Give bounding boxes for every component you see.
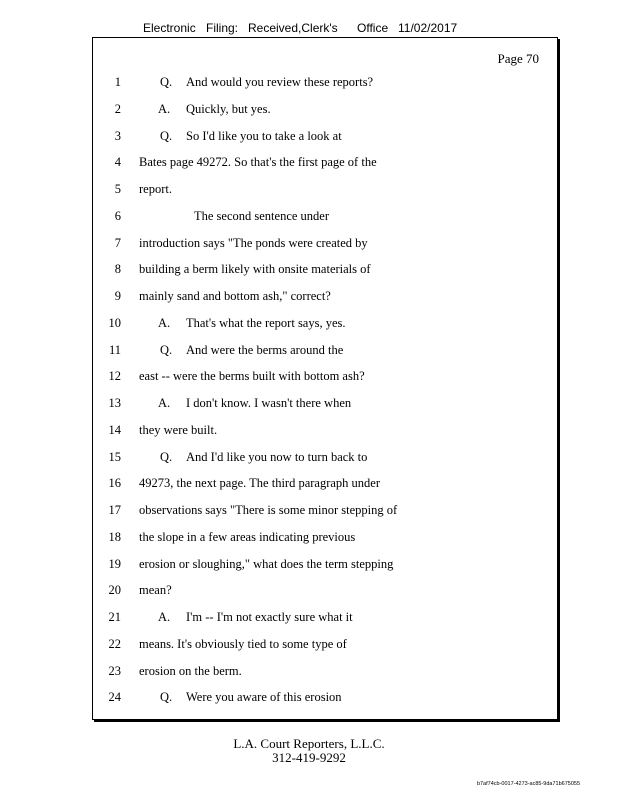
stamp-office: Office bbox=[357, 21, 389, 35]
line-number: 10 bbox=[108, 315, 121, 330]
question-marker: Q. bbox=[160, 75, 173, 89]
transcript-line-text: And would you review these reports? bbox=[186, 75, 374, 89]
transcript-line-text: Were you aware of this erosion bbox=[186, 690, 342, 705]
transcript-line-text: Bates page 49272. So that's the first page of the bbox=[139, 155, 377, 170]
document-hash: b7af74cb-0017-4273-ac85-9da71b675055 bbox=[476, 781, 580, 787]
transcript-line-text: mean? bbox=[139, 583, 172, 598]
line-number: 20 bbox=[108, 583, 121, 598]
answer-marker: A. bbox=[158, 610, 171, 624]
stamp-received: Received,Clerk's bbox=[248, 21, 338, 35]
transcript-line-text: erosion on the berm. bbox=[139, 663, 242, 678]
line-number: 14 bbox=[108, 422, 121, 437]
line-number: 12 bbox=[108, 369, 121, 384]
transcript-line-text: building a berm likely with onsite materials of bbox=[139, 262, 371, 277]
transcript-line-text: east -- were the berms built with bottom ash? bbox=[139, 369, 365, 384]
transcript-line-text: means. It's obviously tied to some type of bbox=[139, 636, 347, 651]
transcript-line-text: the slope in a few areas indicating previous bbox=[139, 529, 356, 544]
line-number: 24 bbox=[108, 690, 121, 705]
stamp-date: 11/02/2017 bbox=[398, 21, 458, 35]
footer-phone: 312-419-9292 bbox=[272, 750, 346, 765]
line-number: 2 bbox=[114, 101, 121, 116]
line-number: 19 bbox=[108, 556, 121, 571]
page-number: Page 70 bbox=[497, 51, 539, 66]
transcript-line-text: mainly sand and bottom ash," correct? bbox=[139, 289, 331, 303]
line-number: 7 bbox=[114, 235, 121, 250]
line-number: 9 bbox=[114, 289, 121, 303]
transcript-line-text: That's what the report says, yes. bbox=[186, 315, 346, 330]
transcript-line-text: they were built. bbox=[139, 422, 218, 437]
line-number: 1 bbox=[114, 75, 121, 89]
question-marker: Q. bbox=[160, 342, 173, 357]
line-number: 17 bbox=[108, 503, 121, 517]
filing-stamp-header bbox=[0, 21, 618, 37]
line-number: 23 bbox=[108, 663, 121, 678]
transcript-line-text: I don't know. I wasn't there when bbox=[186, 396, 352, 410]
line-number: 4 bbox=[114, 155, 121, 170]
question-marker: Q. bbox=[160, 690, 173, 705]
transcript-line-text: And were the berms around the bbox=[186, 342, 344, 357]
line-number: 16 bbox=[108, 476, 121, 491]
line-number: 13 bbox=[108, 396, 121, 410]
transcript-line-text: introduction says "The ponds were created by bbox=[139, 235, 368, 250]
line-number: 8 bbox=[114, 262, 121, 277]
line-number: 6 bbox=[114, 208, 121, 223]
stamp-electronic: Electronic bbox=[143, 21, 196, 35]
transcript-line-text: And I'd like you now to turn back to bbox=[186, 449, 368, 464]
answer-marker: A. bbox=[158, 315, 171, 330]
line-number: 18 bbox=[108, 529, 121, 544]
question-marker: Q. bbox=[160, 449, 173, 464]
line-number: 22 bbox=[108, 636, 121, 651]
transcript-line-text: I'm -- I'm not exactly sure what it bbox=[186, 610, 353, 624]
transcript-line-text: report. bbox=[139, 182, 172, 196]
line-number: 21 bbox=[108, 610, 121, 624]
line-number: 15 bbox=[108, 449, 121, 464]
transcript-line-text: Quickly, but yes. bbox=[186, 101, 271, 116]
transcript-line-text: 49273, the next page. The third paragraph under bbox=[139, 476, 381, 491]
footer-company: L.A. Court Reporters, L.L.C. bbox=[233, 736, 385, 751]
transcript-line-text: The second sentence under bbox=[194, 208, 330, 223]
transcript-line-text: observations says "There is some minor stepping of bbox=[139, 503, 398, 517]
answer-marker: A. bbox=[158, 396, 171, 410]
transcript-line-text: erosion or sloughing," what does the term stepping bbox=[139, 556, 394, 571]
line-number: 11 bbox=[108, 342, 121, 357]
question-marker: Q. bbox=[160, 128, 173, 143]
line-number: 5 bbox=[114, 182, 121, 196]
line-number: 3 bbox=[114, 128, 121, 143]
answer-marker: A. bbox=[158, 101, 171, 116]
stamp-filing: Filing: bbox=[206, 21, 239, 35]
transcript-line-text: So I'd like you to take a look at bbox=[186, 128, 342, 143]
transcript-page-frame bbox=[92, 37, 558, 720]
